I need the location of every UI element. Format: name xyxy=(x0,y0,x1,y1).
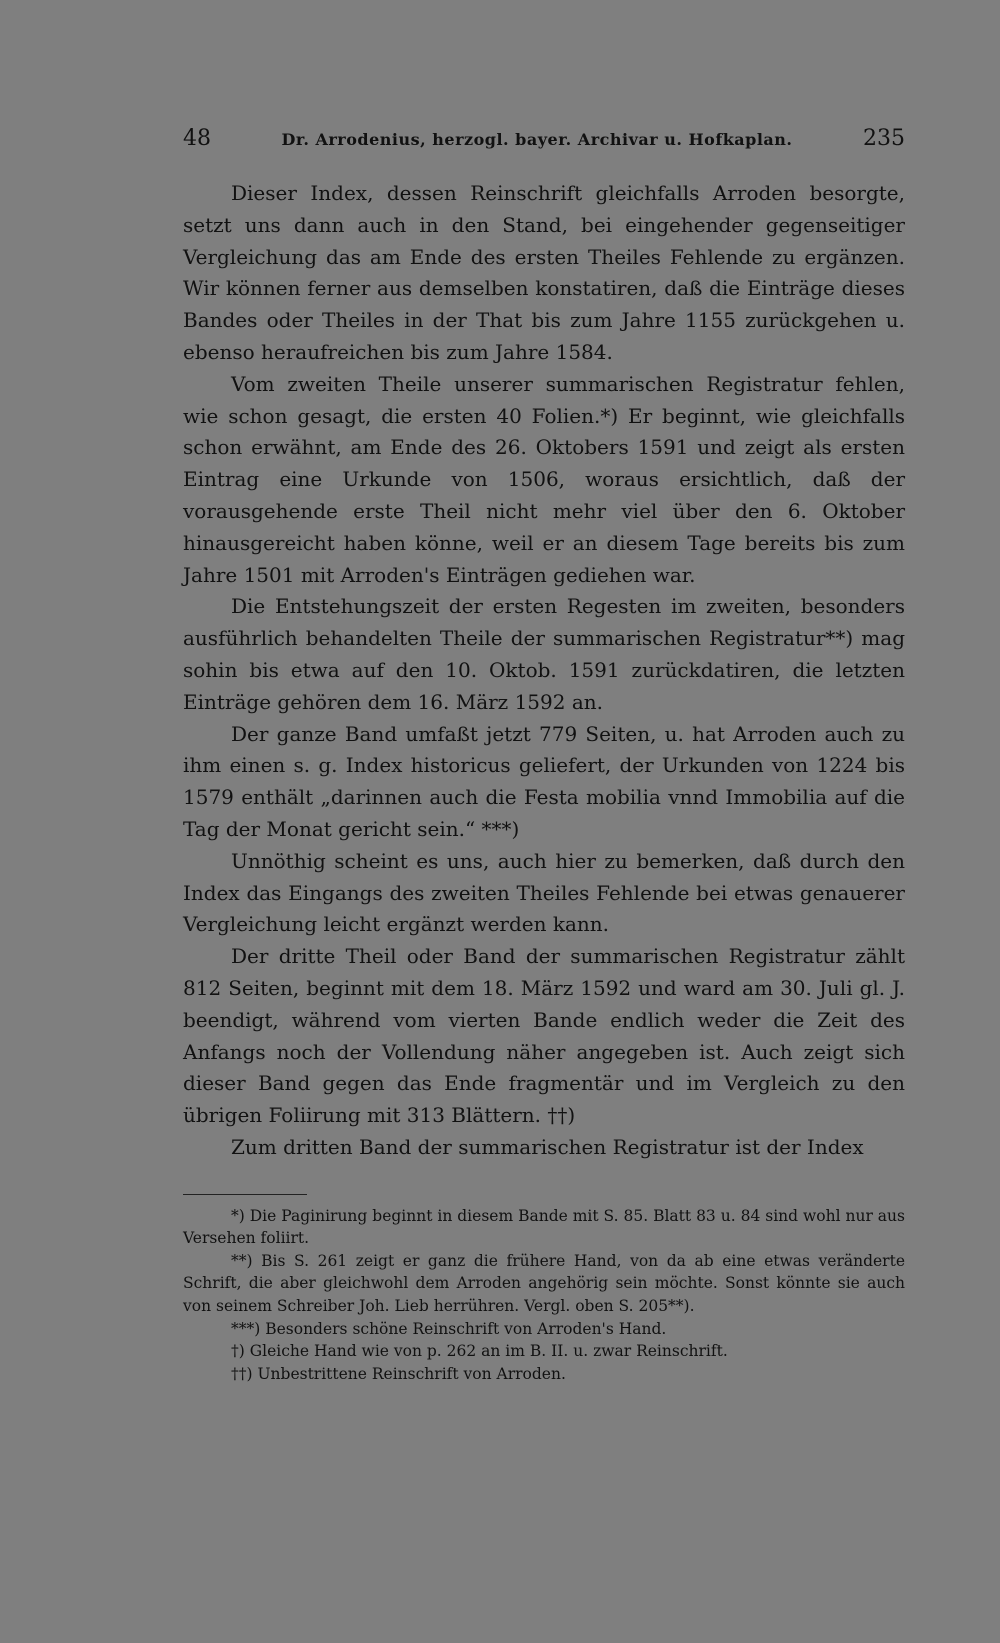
paragraph: Unnöthig scheint es uns, auch hier zu bemerken, daß durch den Index das Eingangs des zweiten Theiles Fehlende bei etwas genauerer Vergleichung leicht ergänzt werden kann. xyxy=(183,848,905,937)
footnote: *) Die Paginirung beginnt in diesem Bande mit S. 85. Blatt 83 u. 84 sind wohl nur aus Versehen foliirt. xyxy=(183,1206,905,1248)
body-text xyxy=(183,178,905,1164)
folio-number: 48 xyxy=(183,126,211,151)
paragraph: Dieser Index, dessen Reinschrift gleichfalls Arroden besorgte, setzt uns dann auch in den Stand, bei eingehender gegenseitiger Vergleichung das am Ende des ersten Theiles Fehlende zu ergänzen. Wir können ferner aus demselben konstatiren, daß die Einträge dieses Bandes oder Theiles in der That bis zum Jahre 1155 zurückgehen u. ebenso heraufreichen bis zum Jahre 1584. xyxy=(183,181,905,364)
paragraph: Zum dritten Band der summarischen Registratur ist der Index xyxy=(231,1134,864,1159)
footnotes xyxy=(183,1205,905,1386)
paragraph: Vom zweiten Theile unserer summarischen Registratur fehlen, wie schon gesagt, die ersten 40 Folien.*) Er beginnt, wie gleichfalls schon erwähnt, am Ende des 26. Oktobers 1591 und zeigt als ersten Eintrag eine Urkunde von 1506, woraus ersichtlich, daß der vorausgehende erste Theil nicht mehr viel über den 6. Oktober hinausgereicht haben könne, weil er an diesem Tage bereits bis zum Jahre 1501 mit Arroden's Einträgen gediehen war. xyxy=(183,371,905,587)
paragraph: Die Entstehungszeit der ersten Regesten im zweiten, besonders ausführlich behandelten Theile der summarischen Registratur**) mag sohin bis etwa auf den 10. Oktob. 1591 zurückdatiren, die letzten Einträge gehören dem 16. März 1592 an. xyxy=(183,594,905,714)
paragraph: Der ganze Band umfaßt jetzt 779 Seiten, u. hat Arroden auch zu ihm einen s. g. Index historicus geliefert, der Urkunden von 1224 bis 1579 enthält „darinnen auch die Festa mobilia vnnd Immobilia auf die Tag der Monat gericht sein.“ ***) xyxy=(183,721,905,841)
page-number: 235 xyxy=(862,126,905,151)
footnote: **) Bis S. 261 zeigt er ganz die frühere Hand, von da ab eine etwas veränderte Schrift, die aber gleichwohl dem Arroden angehörig sein möchte. Sonst könnte sie auch von seinem Schreiber Joh. Lieb herrühren. Vergl. oben S. 205**). xyxy=(183,1251,905,1316)
footnote-divider xyxy=(183,1194,307,1195)
footnote: ††) Unbestrittene Reinschrift von Arroden. xyxy=(231,1364,566,1383)
book-page xyxy=(183,126,905,1385)
page-header xyxy=(183,126,905,166)
running-title: Dr. Arrodenius, herzogl. bayer. Archivar u. Hofkaplan. xyxy=(281,130,793,149)
paragraph: Der dritte Theil oder Band der summarischen Registratur zählt 812 Seiten, beginnt mit dem 18. März 1592 und ward am 30. Juli gl. J. beendigt, während vom vierten Bande endlich weder die Zeit des Anfangs noch der Vollendung näher angegeben ist. Auch zeigt sich dieser Band gegen das Ende fragmentär und im Vergleich zu den übrigen Foliirung mit 313 Blättern. ††) xyxy=(183,944,905,1128)
footnote: †) Gleiche Hand wie von p. 262 an im B. II. u. zwar Reinschrift. xyxy=(231,1342,728,1361)
footnote: ***) Besonders schöne Reinschrift von Arroden's Hand. xyxy=(231,1319,667,1338)
